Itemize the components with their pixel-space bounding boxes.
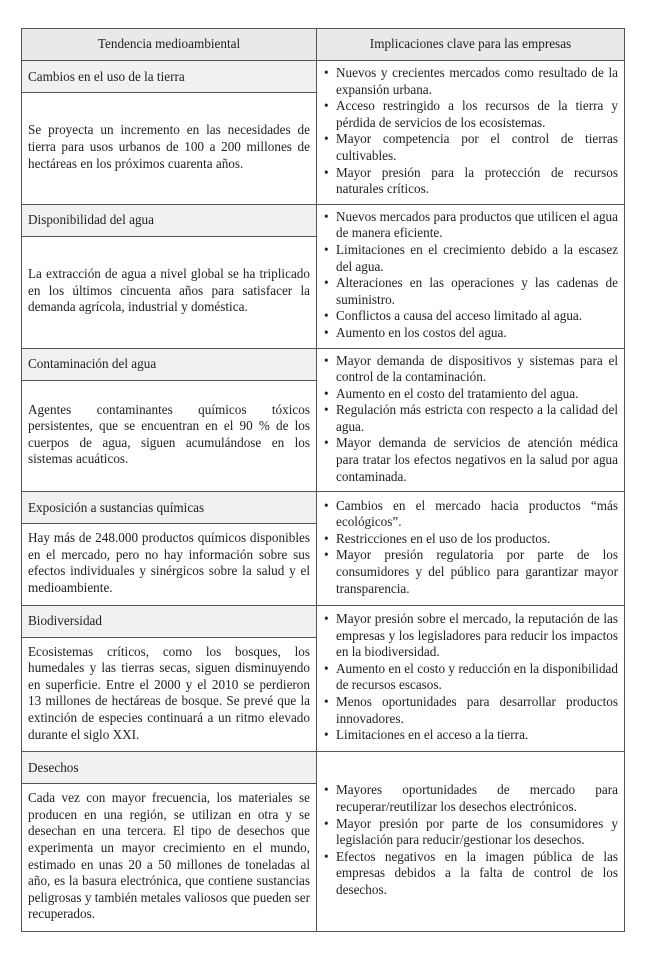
trend-description: Hay más de 248.000 productos químicos disponibles en el mercado, pero no hay información sobre sus efectos individuales y sinérgicos sobre la salud y el medioambiente. (22, 524, 317, 605)
list-item: • Cambios en el mercado hacia productos “más ecológicos”. (323, 498, 618, 531)
trend-category: Exposición a sustancias químicas (22, 492, 317, 524)
trend-category: Contaminación del agua (22, 348, 317, 380)
list-item: • Aumento en el costo y reducción en la disponibilidad de recursos escasos. (323, 661, 618, 694)
table-row (22, 61, 625, 93)
table-row (22, 348, 625, 380)
list-item: • Alteraciones en las operaciones y las cadenas de suministro. (323, 275, 618, 308)
list-item: • Regulación más estricta con respecto a la calidad del agua. (323, 402, 618, 435)
environmental-trends-table (21, 28, 625, 932)
implications-cell (317, 605, 625, 752)
trend-description: Se proyecta un incremento en las necesidades de tierra para usos urbanos de 100 a 200 millones de hectáreas en los próximos cuarenta años. (22, 93, 317, 205)
trend-category: Desechos (22, 752, 317, 784)
list-item: • Conflictos a causa del acceso limitado al agua. (323, 308, 618, 325)
trend-description: Ecosistemas críticos, como los bosques, los humedales y las tierras secas, siguen disminuyendo en superficie. Entre el 2000 y el 2010 se perdieron 13 millones de hectáreas de bosque. Se prevé que la extinción de especies continuará a un ritmo elevado durante el siglo XXI. (22, 637, 317, 752)
list-item: • Limitaciones en el crecimiento debido a la escasez del agua. (323, 242, 618, 275)
table-row (22, 752, 625, 784)
table-body (22, 61, 625, 932)
implications-list (323, 65, 618, 198)
table-row (22, 605, 625, 637)
list-item: • Mayor demanda de dispositivos y sistemas para el control de la contaminación. (323, 353, 618, 386)
list-item: • Mayor presión por parte de los consumidores y legislación para reducir/gestionar los desechos. (323, 816, 618, 849)
list-item: • Mayores oportunidades de mercado para recuperar/reutilizar los desechos electrónicos. (323, 782, 618, 815)
list-item: • Mayor competencia por el control de tierras cultivables. (323, 131, 618, 164)
header-implications: Implicaciones clave para las empresas (317, 29, 625, 61)
trend-description: Cada vez con mayor frecuencia, los materiales se producen en una región, se utilizan en otra y se desechan en una tercera. El tipo de desechos que experimenta un mayor crecimiento en el mundo, estimado en unas 20 a 50 millones de toneladas al año, es la basura electrónica, que contiene sustancias peligrosas y también metales valiosos que pueden ser recuperados. (22, 784, 317, 932)
list-item: • Nuevos mercados para productos que utilicen el agua de manera eficiente. (323, 209, 618, 242)
list-item: • Acceso restringido a los recursos de la tierra y pérdida de servicios de los ecosistemas. (323, 98, 618, 131)
list-item: • Mayor presión sobre el mercado, la reputación de las empresas y los legisladores para reducir los impactos en la biodiversidad. (323, 611, 618, 661)
list-item: • Limitaciones en el acceso a la tierra. (323, 727, 618, 744)
list-item: • Nuevos y crecientes mercados como resultado de la expansión urbana. (323, 65, 618, 98)
implications-cell (317, 492, 625, 605)
table-row (22, 492, 625, 524)
trend-category: Disponibilidad del agua (22, 204, 317, 236)
implications-list (323, 498, 618, 598)
trend-description: La extracción de agua a nivel global se ha triplicado en los últimos cincuenta años para satisfacer la demanda agrícola, industrial y doméstica. (22, 236, 317, 348)
implications-list (323, 353, 618, 486)
implications-cell (317, 204, 625, 348)
implications-cell (317, 752, 625, 932)
trend-category: Cambios en el uso de la tierra (22, 61, 317, 93)
list-item: • Mayor presión para la protección de recursos naturales críticos. (323, 165, 618, 198)
trend-category: Biodiversidad (22, 605, 317, 637)
list-item: • Menos oportunidades para desarrollar productos innovadores. (323, 694, 618, 727)
list-item: • Aumento en el costo del tratamiento del agua. (323, 386, 618, 403)
list-item: • Mayor demanda de servicios de atención médica para tratar los efectos negativos en la salud por agua contaminada. (323, 435, 618, 485)
list-item: • Efectos negativos en la imagen pública de las empresas debidos a la falta de control de los desechos. (323, 849, 618, 899)
implications-list (323, 209, 618, 342)
implications-list (323, 611, 618, 744)
trend-description: Agentes contaminantes químicos tóxicos persistentes, que se encuentran en el 90 % de los cuerpos de agua, siguen acumulándose en los sistemas acuáticos. (22, 380, 317, 492)
list-item: • Restricciones en el uso de los productos. (323, 531, 618, 548)
table-row (22, 204, 625, 236)
implications-cell (317, 61, 625, 205)
implications-list (323, 782, 618, 898)
list-item: • Mayor presión regulatoria por parte de los consumidores y del público para garantizar mayor transparencia. (323, 547, 618, 597)
table-header-row (22, 29, 625, 61)
list-item: • Aumento en los costos del agua. (323, 325, 618, 342)
header-trend: Tendencia medioambiental (22, 29, 317, 61)
implications-cell (317, 348, 625, 492)
